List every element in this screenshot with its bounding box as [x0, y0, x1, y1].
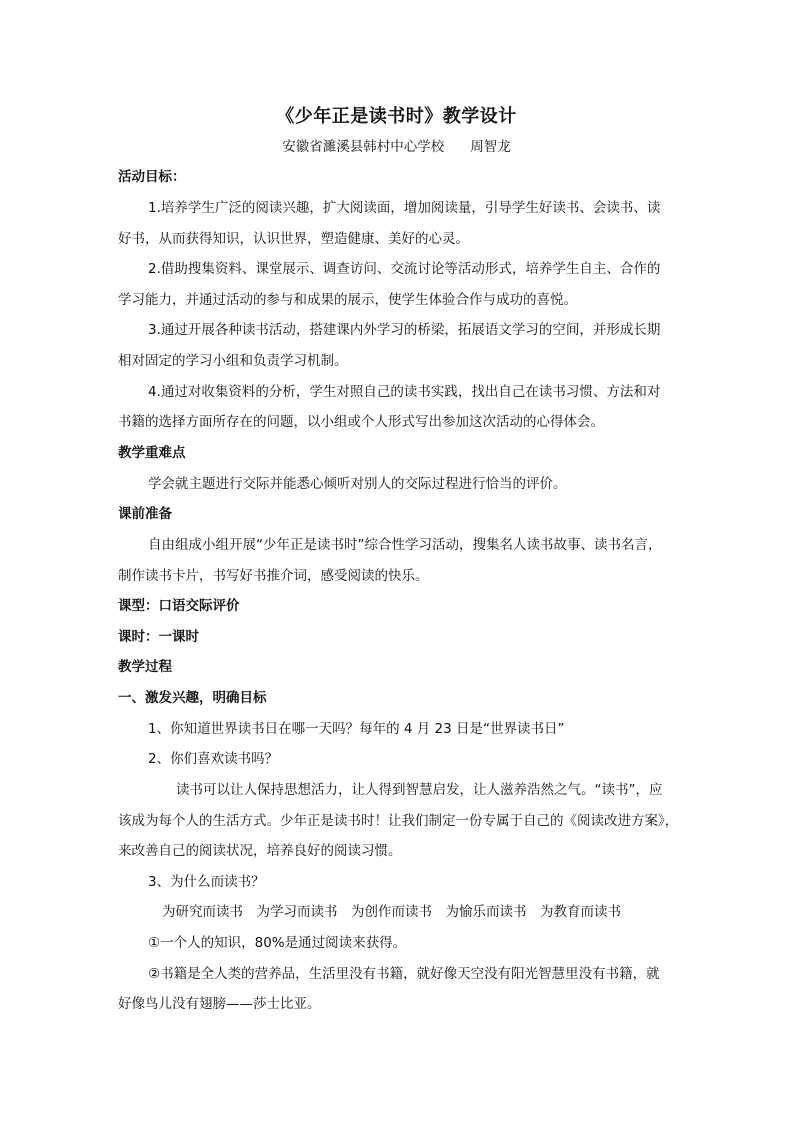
paragraph-line: ①一个人的知识，80%是通过阅读来获得。 — [148, 935, 407, 951]
paragraph-line: 1、你知道世界读书日在哪一天吗？每年的 4 月 23 日是“世界读书日” — [148, 721, 565, 737]
paragraph-line: 该成为每个人的生活方式。少年正是读书时！让我们制定一份专属于自己的《阅读改进方案》， — [118, 813, 679, 829]
paragraph-line: 好像鸟儿没有翅膀——莎士比亚。 — [118, 996, 321, 1012]
school-name: 安徽省濉溪县韩村中心学校 — [282, 139, 445, 155]
paragraph-line: 2.借助搜集资料、课堂展示、调查访问、交流讨论等活动形式，培养学生自主、合作的 — [148, 261, 661, 277]
paragraph-line: 学习能力，并通过活动的参与和成果的展示，使学生体验合作与成功的喜悦。 — [118, 292, 577, 308]
paragraph-line: 好书，从而获得知识，认识世界，塑造健康、美好的心灵。 — [118, 231, 469, 247]
author-name: 周智龙 — [470, 139, 511, 155]
paragraph-line: 2、你们喜欢读书吗？ — [148, 751, 279, 767]
subsection-heading: 一、激发兴趣，明确目标 — [118, 690, 267, 706]
paragraph-line: 自由组成小组开展“少年正是读书时”综合性学习活动，搜集名人读书故事、读书名言， — [148, 537, 662, 553]
section-heading-process: 教学过程 — [118, 659, 172, 675]
paragraph-line: 学会就主题进行交际并能悉心倾听对别人的交际过程进行恰当的评价。 — [148, 476, 567, 492]
section-heading-key-points: 教学重难点 — [118, 445, 186, 461]
section-heading-goals: 活动目标： — [118, 169, 186, 185]
paragraph-line: 书籍的选择方面所存在的问题，以小组或个人形式写出参加这次活动的心得体会。 — [118, 414, 604, 430]
section-heading-preparation: 课前准备 — [118, 506, 172, 522]
document-byline — [0, 137, 793, 157]
paragraph-line: 相对固定的学习小组和负责学习机制。 — [118, 353, 348, 369]
paragraph-line: 制作读书卡片，书写好书推介词，感受阅读的快乐。 — [118, 568, 429, 584]
paragraph-line: 读书可以让人保持思想活力，让人得到智慧启发，让人滋养浩然之气。“读书”，应 — [176, 782, 663, 798]
reading-purposes-line: 为研究而读书 为学习而读书 为创作而读书 为愉乐而读书 为教育而读书 — [162, 904, 621, 920]
document-title: 《少年正是读书时》教学设计 — [276, 106, 517, 127]
paragraph-line: 3.通过开展各种读书活动，搭建课内外学习的桥梁，拓展语文学习的空间，并形成长期 — [148, 322, 661, 338]
lesson-duration: 课时：一课时 — [118, 629, 199, 645]
paragraph-line: 4.通过对收集资料的分析，学生对照自己的读书实践，找出自己在读书习惯、方法和对 — [148, 384, 661, 400]
paragraph-line: 1.培养学生广泛的阅读兴趣，扩大阅读面，增加阅读量，引导学生好读书、会读书、读 — [148, 200, 661, 216]
paragraph-line: 来改善自己的阅读状况，培养良好的阅读习惯。 — [118, 843, 402, 859]
paragraph-line: ②书籍是全人类的营养品，生活里没有书籍，就好像天空没有阳光智慧里没有书籍，就 — [148, 966, 660, 982]
lesson-type: 课型：口语交际评价 — [118, 598, 240, 614]
paragraph-line: 3、为什么而读书？ — [148, 874, 265, 890]
